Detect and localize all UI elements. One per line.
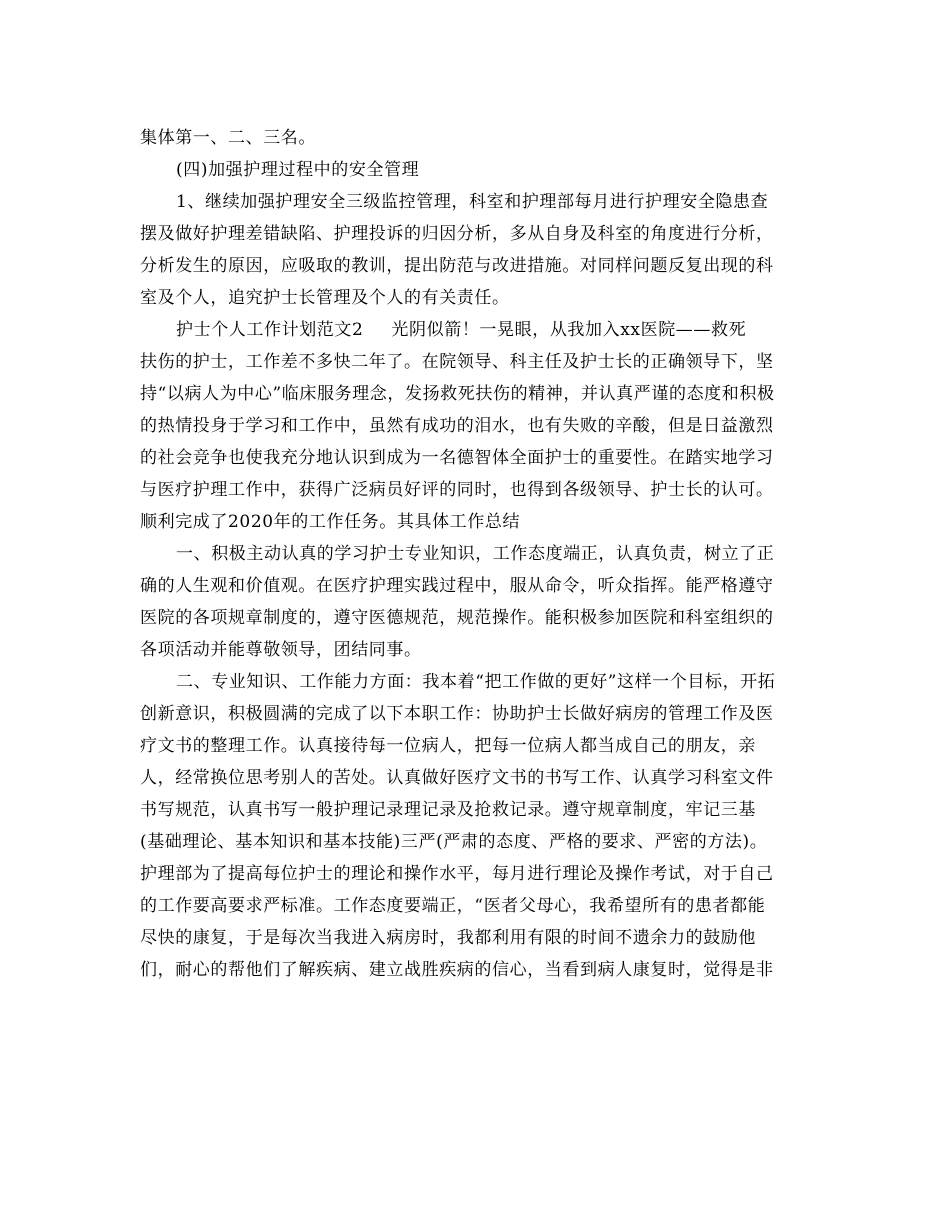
text-line-18: 二、专业知识、工作能力方面：我本着“把工作做的更好”这样一个目标，开拓 bbox=[176, 672, 776, 692]
section-heading: 护士个人工作计划范文2 bbox=[176, 320, 364, 340]
text-line-20: 疗文书的整理工作。认真接待每一位病人，把每一位病人都当成自己的朋友，亲 bbox=[140, 736, 756, 756]
text-line-6: 室及个人，追究护士长管理及个人的有关责任。 bbox=[140, 288, 510, 308]
text-line-8: 扶伤的护士，工作差不多快二年了。在院领导、科主任及护士长的正确领导下，坚 bbox=[140, 352, 774, 372]
text-line-19: 创新意识，积极圆满的完成了以下本职工作：协助护士长做好病房的管理工作及医 bbox=[140, 704, 774, 724]
text-line-22: 书写规范，认真书写一般护理记录理记录及抢救记录。遵守规章制度，牢记三基 bbox=[140, 800, 756, 820]
text-line-17: 各项活动并能尊敬领导，团结同事。 bbox=[140, 640, 422, 660]
text-line-23: (基础理论、基本知识和基本技能)三严(严肃的态度、严格的要求、严密的方法)。 bbox=[140, 832, 768, 852]
text-line-15: 确的人生观和价值观。在医疗护理实践过程中，服从命令，听众指挥。能严格遵守 bbox=[140, 576, 774, 596]
text-line-14: 一、积极主动认真的学习护士专业知识，工作态度端正，认真负责，树立了正 bbox=[176, 544, 775, 564]
text-line-10: 的热情投身于学习和工作中，虽然有成功的泪水，也有失败的辛酸，但是日益激烈 bbox=[140, 416, 774, 436]
text-line-12: 与医疗护理工作中，获得广泛病员好评的同时，也得到各级领导、护士长的认可。 bbox=[140, 480, 774, 500]
text-line-4: 摆及做好护理差错缺陷、护理投诉的归因分析，多从自身及科室的角度进行分析， bbox=[140, 224, 774, 244]
text-line-1: 集体第一、二、三名。 bbox=[140, 128, 316, 148]
text-line-21: 人，经常换位思考别人的苦处。认真做好医疗文书的书写工作、认真学习科室文件 bbox=[140, 768, 774, 788]
text-line-16: 医院的各项规章制度的，遵守医德规范，规范操作。能积极参加医院和科室组织的 bbox=[140, 608, 774, 628]
text-line-9: 持“以病人为中心”临床服务理念，发扬救死扶伤的精神，并认真严谨的态度和积极 bbox=[140, 384, 775, 404]
text-line-27: 们，耐心的帮他们了解疾病、建立战胜疾病的信心，当看到病人康复时，觉得是非 bbox=[140, 960, 774, 980]
text-line-7 bbox=[140, 314, 830, 346]
text-line-5: 分析发生的原因，应吸取的教训，提出防范与改进措施。对同样问题反复出现的科 bbox=[140, 256, 774, 276]
document-body bbox=[140, 122, 830, 986]
text-line-26: 尽快的康复，于是每次当我进入病房时，我都利用有限的时间不遗余力的鼓励他 bbox=[140, 928, 756, 948]
text-line-25: 的工作要高要求严标准。工作态度要端正，“医者父母心，我希望所有的患者都能 bbox=[140, 896, 766, 916]
text-line-24: 护理部为了提高每位护士的理论和操作水平，每月进行理论及操作考试，对于自己 bbox=[140, 864, 774, 884]
text-line-2: (四)加强护理过程中的安全管理 bbox=[176, 160, 420, 180]
text-line-13: 顺利完成了2020年的工作任务。其具体工作总结 bbox=[140, 512, 521, 532]
section-intro-text: 光阴似箭！一晃眼，从我加入xx医院——救死 bbox=[391, 320, 747, 340]
text-line-11: 的社会竞争也使我充分地认识到成为一名德智体全面护士的重要性。在踏实地学习 bbox=[140, 448, 774, 468]
text-line-3: 1、继续加强护理安全三级监控管理，科室和护理部每月进行护理安全隐患查 bbox=[176, 192, 769, 212]
